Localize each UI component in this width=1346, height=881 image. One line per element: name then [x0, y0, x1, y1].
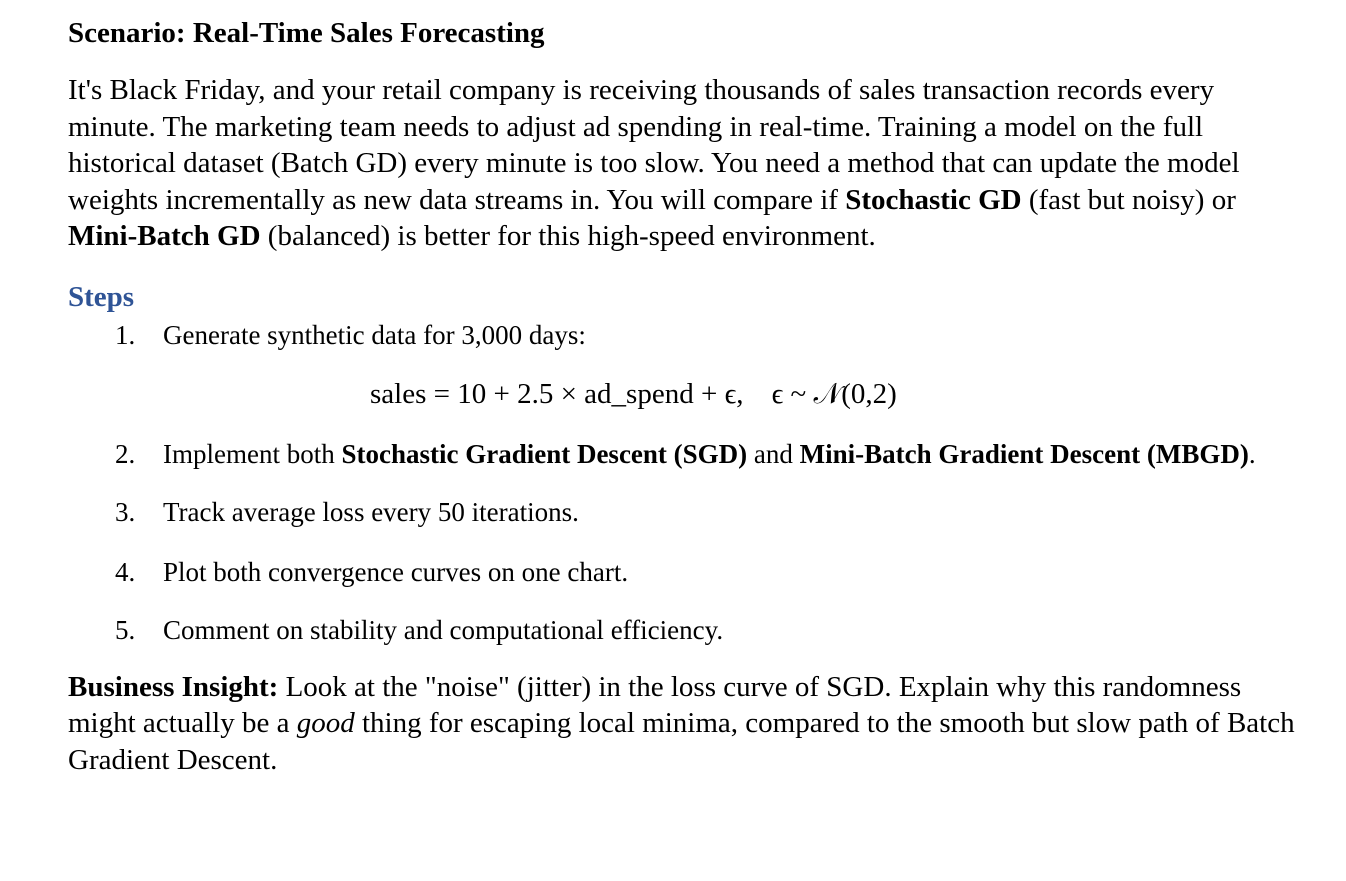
intro-bold-sgd: Stochastic GD	[845, 183, 1022, 216]
step-text-prefix: Implement both	[163, 438, 342, 469]
step-text: Plot both convergence curves on one chart.	[163, 556, 629, 587]
step-bold-mbgd: Mini-Batch Gradient Descent (MBGD)	[799, 438, 1249, 469]
insight-text-2: thing for escaping local minima, compared to the smooth but slow path of Batch Gradient Descent.	[68, 707, 1295, 776]
insight-label: Business Insight:	[68, 670, 279, 703]
intro-bold-mbgd: Mini-Batch GD	[68, 220, 261, 252]
step-item-5	[68, 613, 1298, 647]
steps-heading: Steps	[68, 280, 135, 313]
formula-lhs: sales = 10 + 2.5 × ad_spend + ϵ,	[370, 377, 744, 410]
step-item-2	[68, 437, 1298, 471]
intro-text-1: It's Black Friday, and your retail company is receiving thousands of sales transaction records every minute. The marketing team needs to adjust ad spending in real-time. Training a model on the full historical dataset (Batch GD) every minute is too slow. You need a method that can update the model weights incrementally as new data streams in. You will compare if	[68, 74, 1240, 216]
step-text: Comment on stability and computational efficiency.	[163, 614, 724, 645]
step-number: 2.	[115, 438, 136, 469]
step-text-mid: and	[747, 438, 800, 469]
step-bold-sgd: Stochastic Gradient Descent (SGD)	[341, 438, 748, 469]
step-number: 4.	[115, 556, 136, 587]
insight-text-1: Look at the "noise" (jitter) in the loss curve of SGD. Explain why this randomness might actually be a	[68, 670, 1242, 739]
step-number: 1.	[115, 319, 136, 350]
scenario-title: Scenario: Real-Time Sales Forecasting	[68, 17, 545, 49]
step-text: Track average loss every 50 iterations.	[163, 496, 579, 527]
intro-text-3: (balanced) is better for this high-speed environment.	[260, 220, 876, 252]
step-number: 3.	[115, 496, 136, 527]
step-item-3	[68, 495, 1298, 529]
step-number: 5.	[115, 614, 136, 645]
step-item-4	[68, 555, 1298, 589]
steps-list	[68, 318, 1298, 647]
insight-italic-good: good	[296, 707, 355, 739]
formula-rhs: ϵ ~ 𝒩(0,2)	[771, 377, 897, 410]
formula	[68, 374, 1298, 414]
step-text: Generate synthetic data for 3,000 days:	[163, 319, 586, 350]
business-insight	[68, 669, 1298, 779]
step-item-1	[68, 318, 1298, 352]
step-text-suffix: .	[1248, 438, 1256, 469]
scenario-intro	[68, 72, 1298, 255]
intro-text-2: (fast but noisy) or	[1021, 183, 1236, 216]
document-page	[68, 14, 1298, 778]
